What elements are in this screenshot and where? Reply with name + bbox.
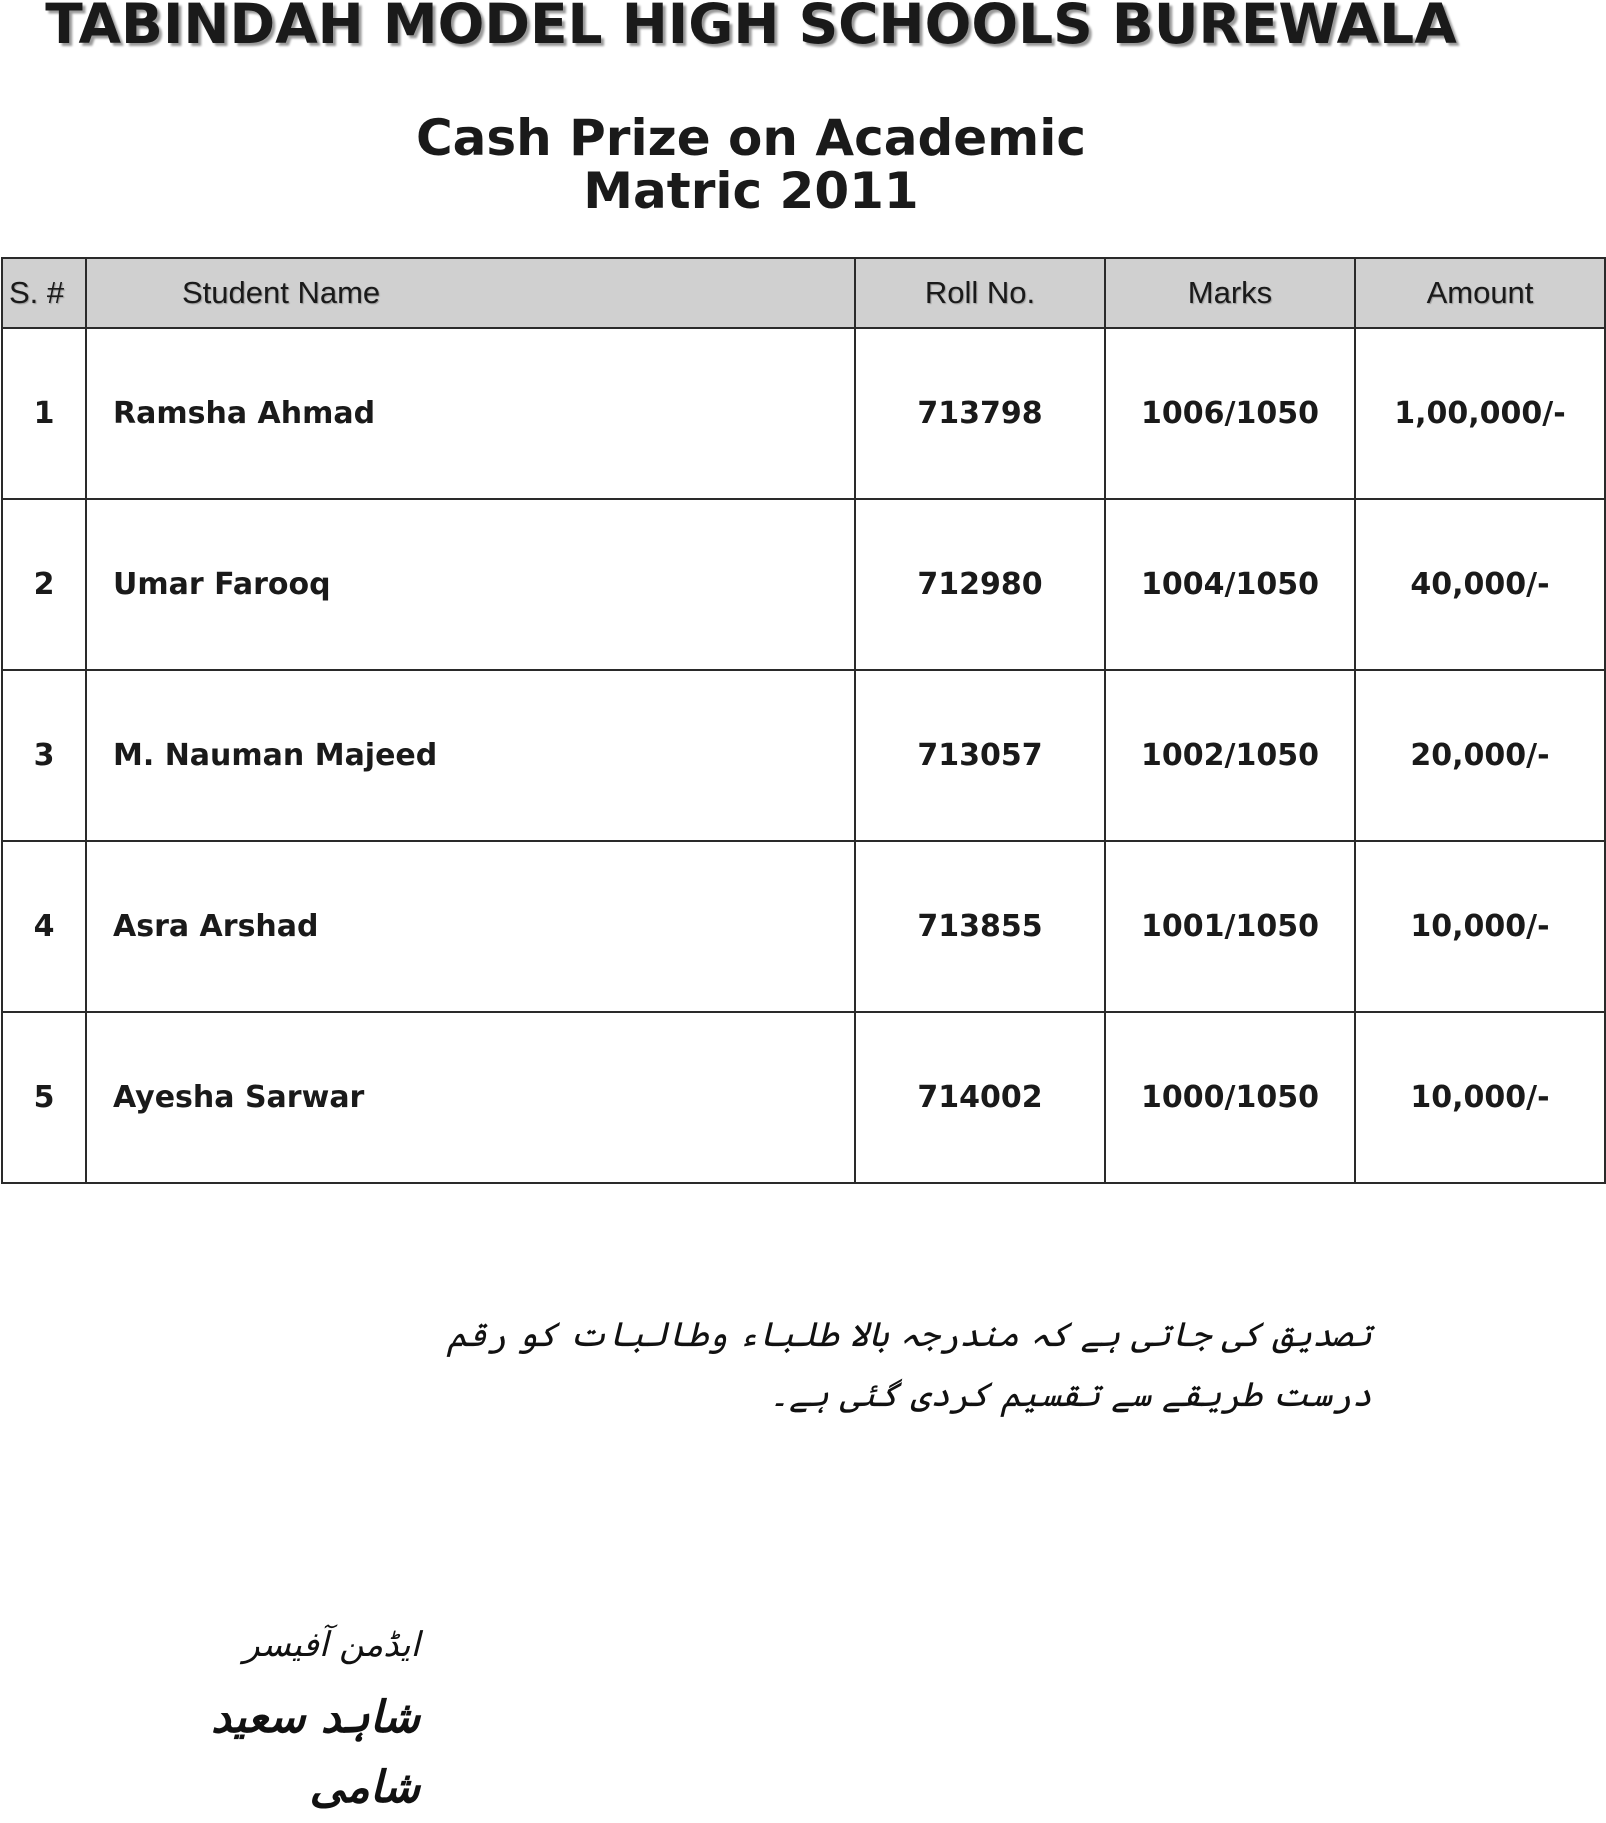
column-header-roll-no: Roll No. bbox=[855, 258, 1105, 328]
table-header bbox=[2, 258, 1605, 328]
cell-amount: 1,00,000/- bbox=[1355, 328, 1605, 499]
cell-roll-no: 713798 bbox=[855, 328, 1105, 499]
prize-table bbox=[1, 257, 1606, 1184]
cell-student-name: Umar Farooq bbox=[86, 499, 855, 670]
document-title: Cash Prize on Academic bbox=[415, 109, 1087, 167]
signatory-designation: ایڈمن آفیسر bbox=[243, 1625, 420, 1665]
column-header-amount: Amount bbox=[1355, 258, 1605, 328]
table-row bbox=[2, 670, 1605, 841]
cell-serial: 4 bbox=[2, 841, 86, 1012]
cell-marks: 1002/1050 bbox=[1105, 670, 1355, 841]
cell-amount: 10,000/- bbox=[1355, 841, 1605, 1012]
cell-student-name: Ramsha Ahmad bbox=[86, 328, 855, 499]
cell-marks: 1006/1050 bbox=[1105, 328, 1355, 499]
cell-marks: 1000/1050 bbox=[1105, 1012, 1355, 1183]
table-row bbox=[2, 499, 1605, 670]
cell-student-name: M. Nauman Majeed bbox=[86, 670, 855, 841]
cell-amount: 10,000/- bbox=[1355, 1012, 1605, 1183]
cell-serial: 3 bbox=[2, 670, 86, 841]
cell-marks: 1004/1050 bbox=[1105, 499, 1355, 670]
column-header-marks: Marks bbox=[1105, 258, 1355, 328]
certification-note: تصدیق کی جاتی ہے کہ مندرجہ بالا طلباء وطالبات کو رقم درست طریقے سے تقسیم کردی گئی ہے۔ bbox=[447, 1315, 1372, 1415]
cell-roll-no: 714002 bbox=[855, 1012, 1105, 1183]
table-row bbox=[2, 1012, 1605, 1183]
cell-serial: 5 bbox=[2, 1012, 86, 1183]
column-header-student-name: Student Name bbox=[86, 258, 855, 328]
cell-amount: 40,000/- bbox=[1355, 499, 1605, 670]
cell-serial: 1 bbox=[2, 328, 86, 499]
cell-roll-no: 713855 bbox=[855, 841, 1105, 1012]
table-body bbox=[2, 328, 1605, 1183]
cell-roll-no: 713057 bbox=[855, 670, 1105, 841]
cell-marks: 1001/1050 bbox=[1105, 841, 1355, 1012]
school-name: TABINDAH MODEL HIGH SCHOOLS BUREWALA bbox=[45, 0, 1457, 56]
table-row bbox=[2, 328, 1605, 499]
signatory-name: شاہد سعید شامی bbox=[211, 1692, 420, 1813]
cell-amount: 20,000/- bbox=[1355, 670, 1605, 841]
signature-block bbox=[180, 1615, 420, 1823]
column-header-serial: S. # bbox=[2, 258, 86, 328]
table-row bbox=[2, 841, 1605, 1012]
cell-student-name: Ayesha Sarwar bbox=[86, 1012, 855, 1183]
cell-student-name: Asra Arshad bbox=[86, 841, 855, 1012]
document-subtitle: Matric 2011 bbox=[583, 162, 919, 220]
cell-roll-no: 712980 bbox=[855, 499, 1105, 670]
cell-serial: 2 bbox=[2, 499, 86, 670]
header-row bbox=[2, 258, 1605, 328]
